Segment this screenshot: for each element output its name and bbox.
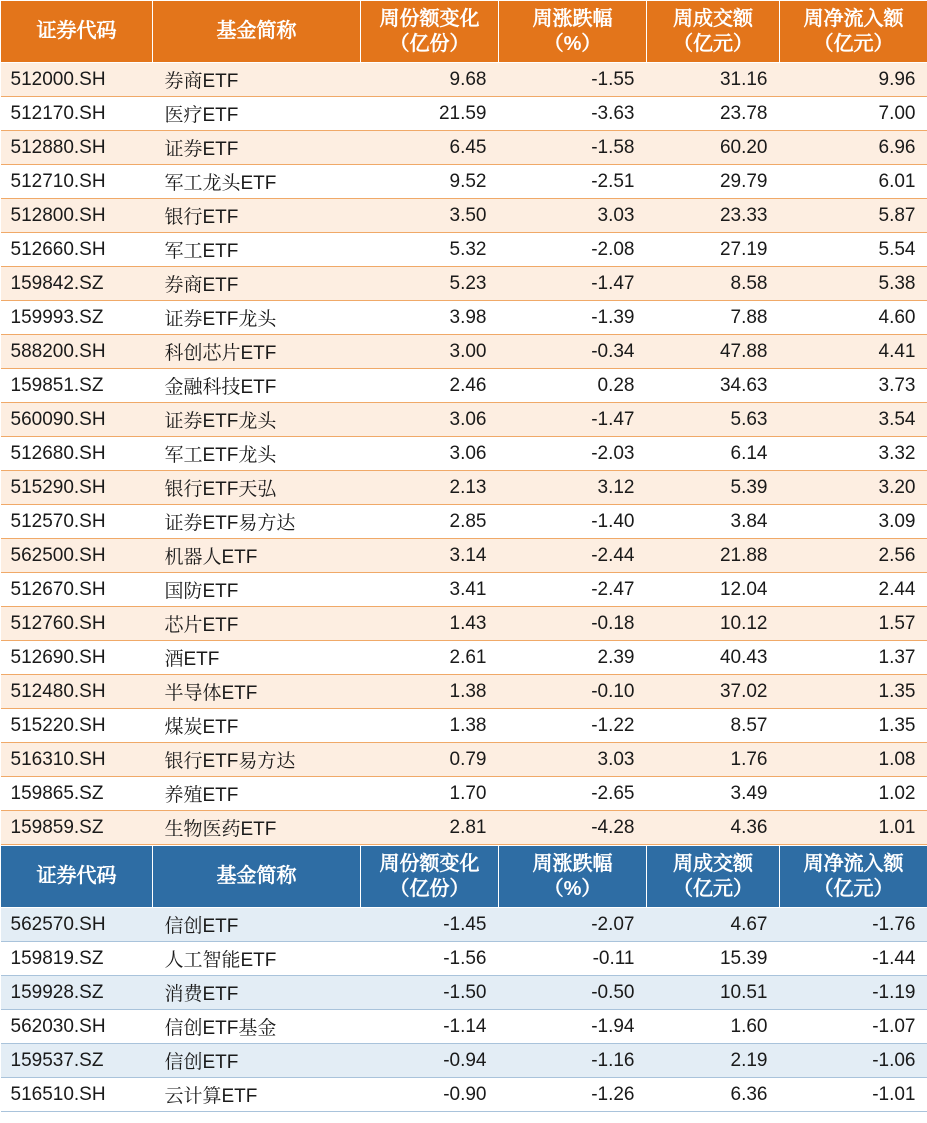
cell-share-change: 6.45 [361,131,499,165]
cell-net-inflow: 6.96 [780,131,927,165]
cell-weekly-change: -0.11 [499,942,647,976]
cell-weekly-change: -2.44 [499,539,647,573]
cell-net-inflow: -1.01 [780,1078,927,1112]
cell-code: 159842.SZ [1,267,153,301]
cell-share-change: 3.50 [361,199,499,233]
cell-code: 515220.SH [1,709,153,743]
table-row [1,743,927,777]
cell-turnover: 21.88 [647,539,780,573]
cell-fund-name: 云计算ETF [153,1078,361,1112]
cell-turnover: 6.14 [647,437,780,471]
cell-share-change: 9.68 [361,63,499,97]
table-header-row [1,846,927,908]
cell-fund-name: 券商ETF [153,63,361,97]
column-header-weekly-change: 周涨跌幅 （%） [499,1,647,63]
cell-net-inflow: 6.01 [780,165,927,199]
cell-share-change: 21.59 [361,97,499,131]
cell-turnover: 10.51 [647,976,780,1010]
cell-fund-name: 医疗ETF [153,97,361,131]
cell-code: 512480.SH [1,675,153,709]
cell-weekly-change: -1.39 [499,301,647,335]
cell-fund-name: 证券ETF [153,131,361,165]
table-row [1,471,927,505]
column-header-share-change: 周份额变化 （亿份） [361,1,499,63]
table-row [1,165,927,199]
cell-weekly-change: -2.08 [499,233,647,267]
cell-turnover: 5.39 [647,471,780,505]
cell-share-change: -1.50 [361,976,499,1010]
cell-share-change: 1.43 [361,607,499,641]
cell-share-change: -1.56 [361,942,499,976]
cell-net-inflow: 9.96 [780,63,927,97]
cell-weekly-change: 3.03 [499,199,647,233]
table-row [1,607,927,641]
table-row [1,641,927,675]
cell-weekly-change: -1.94 [499,1010,647,1044]
cell-net-inflow: 1.35 [780,675,927,709]
cell-weekly-change: -3.63 [499,97,647,131]
table-row [1,403,927,437]
cell-turnover: 8.57 [647,709,780,743]
table-row [1,131,927,165]
cell-turnover: 1.76 [647,743,780,777]
cell-turnover: 15.39 [647,942,780,976]
cell-code: 512660.SH [1,233,153,267]
cell-share-change: 2.85 [361,505,499,539]
cell-code: 159537.SZ [1,1044,153,1078]
cell-code: 516510.SH [1,1078,153,1112]
cell-share-change: 1.38 [361,675,499,709]
table-row [1,811,927,845]
cell-share-change: 3.41 [361,573,499,607]
cell-turnover: 4.36 [647,811,780,845]
column-header-code: 证券代码 [1,846,153,908]
cell-weekly-change: -1.47 [499,267,647,301]
cell-turnover: 37.02 [647,675,780,709]
cell-share-change: 3.06 [361,437,499,471]
cell-net-inflow: 1.57 [780,607,927,641]
table-row [1,908,927,942]
cell-fund-name: 养殖ETF [153,777,361,811]
cell-fund-name: 信创ETF基金 [153,1010,361,1044]
cell-net-inflow: 1.35 [780,709,927,743]
cell-net-inflow: -1.06 [780,1044,927,1078]
cell-turnover: 6.36 [647,1078,780,1112]
cell-weekly-change: -1.22 [499,709,647,743]
cell-net-inflow: -1.76 [780,908,927,942]
cell-code: 512690.SH [1,641,153,675]
cell-turnover: 31.16 [647,63,780,97]
cell-code: 516310.SH [1,743,153,777]
cell-fund-name: 金融科技ETF [153,369,361,403]
cell-turnover: 10.12 [647,607,780,641]
table-row [1,267,927,301]
cell-weekly-change: -2.03 [499,437,647,471]
cell-share-change: 5.32 [361,233,499,267]
table-row [1,675,927,709]
table-row [1,97,927,131]
cell-net-inflow: 5.87 [780,199,927,233]
table-row [1,709,927,743]
cell-share-change: 9.52 [361,165,499,199]
cell-net-inflow: 3.09 [780,505,927,539]
cell-net-inflow: 3.54 [780,403,927,437]
cell-fund-name: 酒ETF [153,641,361,675]
cell-share-change: -0.90 [361,1078,499,1112]
table-row [1,976,927,1010]
cell-share-change: 3.00 [361,335,499,369]
column-header-fund-name: 基金简称 [153,846,361,908]
cell-share-change: -0.94 [361,1044,499,1078]
table-header-row [1,1,927,63]
cell-net-inflow: 2.56 [780,539,927,573]
table-row [1,369,927,403]
cell-code: 562570.SH [1,908,153,942]
table-row [1,573,927,607]
cell-share-change: -1.14 [361,1010,499,1044]
cell-net-inflow: 3.73 [780,369,927,403]
cell-net-inflow: -1.44 [780,942,927,976]
cell-turnover: 8.58 [647,267,780,301]
cell-net-inflow: -1.07 [780,1010,927,1044]
table-row [1,301,927,335]
table-row [1,505,927,539]
net-inflow-body [1,63,927,845]
cell-turnover: 3.84 [647,505,780,539]
cell-weekly-change: 0.28 [499,369,647,403]
cell-weekly-change: -2.07 [499,908,647,942]
cell-fund-name: 信创ETF [153,908,361,942]
cell-net-inflow: 1.02 [780,777,927,811]
cell-code: 512680.SH [1,437,153,471]
cell-fund-name: 煤炭ETF [153,709,361,743]
cell-fund-name: 券商ETF [153,267,361,301]
cell-weekly-change: -1.58 [499,131,647,165]
table-row [1,335,927,369]
cell-share-change: 2.81 [361,811,499,845]
cell-fund-name: 军工ETF龙头 [153,437,361,471]
cell-fund-name: 银行ETF [153,199,361,233]
cell-code: 512170.SH [1,97,153,131]
cell-fund-name: 证券ETF易方达 [153,505,361,539]
cell-code: 512570.SH [1,505,153,539]
table-row [1,199,927,233]
cell-turnover: 2.19 [647,1044,780,1078]
cell-code: 159865.SZ [1,777,153,811]
table-row [1,777,927,811]
cell-turnover: 60.20 [647,131,780,165]
cell-net-inflow: 3.32 [780,437,927,471]
column-header-turnover: 周成交额 （亿元） [647,846,780,908]
cell-code: 512000.SH [1,63,153,97]
cell-share-change: 3.98 [361,301,499,335]
cell-turnover: 12.04 [647,573,780,607]
cell-code: 512670.SH [1,573,153,607]
net-outflow-body [1,908,927,1112]
cell-turnover: 7.88 [647,301,780,335]
cell-code: 512880.SH [1,131,153,165]
cell-weekly-change: -2.65 [499,777,647,811]
column-header-weekly-change: 周涨跌幅 （%） [499,846,647,908]
cell-share-change: -1.45 [361,908,499,942]
cell-code: 515290.SH [1,471,153,505]
cell-weekly-change: 3.03 [499,743,647,777]
cell-net-inflow: 7.00 [780,97,927,131]
column-header-net-inflow: 周净流入额 （亿元） [780,846,927,908]
cell-code: 159819.SZ [1,942,153,976]
cell-weekly-change: -1.16 [499,1044,647,1078]
cell-share-change: 0.79 [361,743,499,777]
column-header-net-inflow: 周净流入额 （亿元） [780,1,927,63]
cell-share-change: 3.06 [361,403,499,437]
table-row [1,437,927,471]
cell-turnover: 47.88 [647,335,780,369]
cell-weekly-change: -2.47 [499,573,647,607]
cell-weekly-change: -4.28 [499,811,647,845]
cell-fund-name: 银行ETF易方达 [153,743,361,777]
column-header-turnover: 周成交额 （亿元） [647,1,780,63]
table-row [1,942,927,976]
cell-code: 562030.SH [1,1010,153,1044]
cell-weekly-change: -1.55 [499,63,647,97]
cell-net-inflow: 2.44 [780,573,927,607]
cell-turnover: 29.79 [647,165,780,199]
cell-weekly-change: -0.50 [499,976,647,1010]
cell-weekly-change: -0.10 [499,675,647,709]
cell-share-change: 1.70 [361,777,499,811]
table-row [1,1078,927,1112]
cell-code: 512800.SH [1,199,153,233]
column-header-share-change: 周份额变化 （亿份） [361,846,499,908]
cell-net-inflow: 4.60 [780,301,927,335]
table-row [1,1044,927,1078]
cell-net-inflow: -1.19 [780,976,927,1010]
cell-fund-name: 国防ETF [153,573,361,607]
cell-share-change: 2.61 [361,641,499,675]
cell-weekly-change: -0.34 [499,335,647,369]
cell-turnover: 23.78 [647,97,780,131]
cell-fund-name: 人工智能ETF [153,942,361,976]
net-outflow-table [0,845,927,1112]
cell-share-change: 3.14 [361,539,499,573]
cell-turnover: 40.43 [647,641,780,675]
cell-weekly-change: 3.12 [499,471,647,505]
cell-code: 159859.SZ [1,811,153,845]
cell-code: 512760.SH [1,607,153,641]
cell-fund-name: 半导体ETF [153,675,361,709]
cell-fund-name: 军工龙头ETF [153,165,361,199]
cell-code: 588200.SH [1,335,153,369]
cell-net-inflow: 1.08 [780,743,927,777]
cell-weekly-change: -0.18 [499,607,647,641]
cell-turnover: 27.19 [647,233,780,267]
cell-net-inflow: 5.38 [780,267,927,301]
cell-share-change: 1.38 [361,709,499,743]
table-row [1,539,927,573]
cell-weekly-change: 2.39 [499,641,647,675]
cell-share-change: 2.13 [361,471,499,505]
cell-weekly-change: -1.40 [499,505,647,539]
cell-fund-name: 生物医药ETF [153,811,361,845]
cell-weekly-change: -1.47 [499,403,647,437]
cell-code: 512710.SH [1,165,153,199]
column-header-fund-name: 基金简称 [153,1,361,63]
cell-code: 159928.SZ [1,976,153,1010]
cell-net-inflow: 4.41 [780,335,927,369]
cell-turnover: 34.63 [647,369,780,403]
cell-share-change: 2.46 [361,369,499,403]
table-row [1,233,927,267]
cell-turnover: 23.33 [647,199,780,233]
cell-fund-name: 军工ETF [153,233,361,267]
cell-turnover: 3.49 [647,777,780,811]
table-row [1,1010,927,1044]
cell-code: 562500.SH [1,539,153,573]
cell-weekly-change: -1.26 [499,1078,647,1112]
cell-net-inflow: 5.54 [780,233,927,267]
cell-code: 159851.SZ [1,369,153,403]
cell-fund-name: 银行ETF天弘 [153,471,361,505]
column-header-code: 证券代码 [1,1,153,63]
cell-turnover: 1.60 [647,1010,780,1044]
cell-fund-name: 证券ETF龙头 [153,403,361,437]
cell-code: 560090.SH [1,403,153,437]
cell-fund-name: 消费ETF [153,976,361,1010]
cell-fund-name: 信创ETF [153,1044,361,1078]
cell-net-inflow: 3.20 [780,471,927,505]
cell-code: 159993.SZ [1,301,153,335]
cell-turnover: 5.63 [647,403,780,437]
cell-fund-name: 机器人ETF [153,539,361,573]
cell-net-inflow: 1.37 [780,641,927,675]
cell-fund-name: 证券ETF龙头 [153,301,361,335]
cell-turnover: 4.67 [647,908,780,942]
table-row [1,63,927,97]
cell-share-change: 5.23 [361,267,499,301]
cell-net-inflow: 1.01 [780,811,927,845]
cell-fund-name: 科创芯片ETF [153,335,361,369]
cell-weekly-change: -2.51 [499,165,647,199]
cell-fund-name: 芯片ETF [153,607,361,641]
